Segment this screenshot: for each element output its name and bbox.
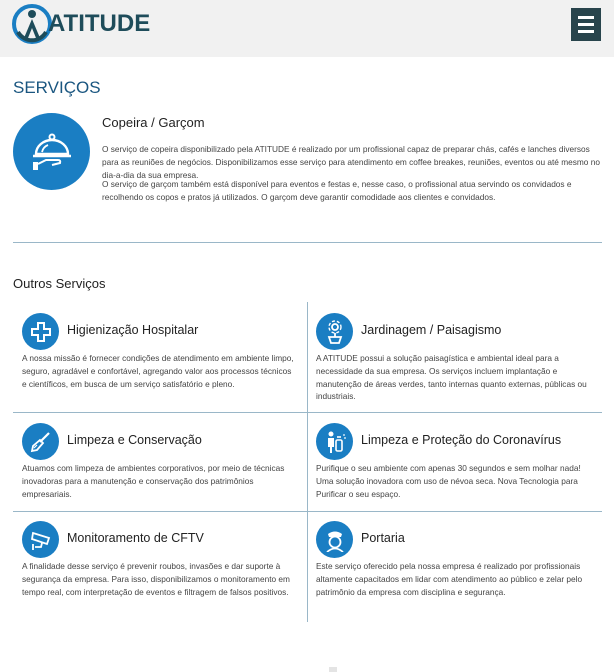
service-title: Monitoramento de CFTV	[67, 531, 204, 545]
site-header	[0, 0, 614, 57]
service-description: A finalidade desse serviço é prevenir roubos, invasões e dar suporte à segurança da empresa. Para isso, disponibilizamos o monitoramento em tempo real, com interpretação de eventos e filtragem de falsos positivos.	[22, 561, 290, 597]
other-services-title: Outros Serviços	[13, 276, 106, 291]
serving-tray-icon	[13, 113, 90, 190]
scroll-hint	[329, 667, 337, 672]
hamburger-menu-button[interactable]	[571, 8, 601, 41]
security-guard-icon	[316, 521, 353, 558]
main-service-paragraph: O serviço de garçom também está disponível para eventos e festas e, nesse caso, o profissional atua servindo os convidados e recolhendo os copos e pratos já utilizados. O garçom deve garantir comodidade aos clientes e convidados.	[102, 179, 572, 202]
cctv-camera-icon	[22, 521, 59, 558]
flower-pot-icon	[316, 313, 353, 350]
service-description: A nossa missão é fornecer condições de atendimento em ambiente limpo, seguro, agradável e confortável, agregando valor aos processos técnicos e científicos, em busca de um serviço satisfatório e pleno.	[22, 353, 294, 389]
main-service-title: Copeira / Garçom	[102, 115, 205, 130]
page-title: SERVIÇOS	[13, 78, 101, 97]
service-description: A ATITUDE possui a solução paisagística e ambiental ideal para a necessidade da sua empresa. Os serviços incluem implantação e manutenção de áreas verdes, tanto internas quanto externas, públicas ou industriais.	[316, 353, 587, 402]
brand-logo[interactable]	[12, 4, 150, 44]
service-title: Portaria	[361, 531, 405, 545]
grid-divider	[13, 511, 602, 512]
grid-divider	[307, 302, 308, 622]
cleaning-brush-icon	[22, 423, 59, 460]
service-title: Jardinagem / Paisagismo	[361, 323, 502, 337]
logo-text: ATITUDE	[48, 10, 151, 37]
grid-divider	[13, 412, 602, 413]
logo-icon	[12, 4, 52, 44]
sanitizer-sprayer-icon	[316, 423, 353, 460]
service-title: Limpeza e Proteção do Coronavírus	[361, 433, 562, 447]
hamburger-icon	[578, 16, 594, 19]
main-service-paragraph: O serviço de copeira disponibilizado pela ATITUDE é realizado por um profissional capaz de preparar chás, cafés e lanches diversos para as reuniões de negócios. Disponibilizamos esse serviço para atendimento em coffee breakes, reuniões, eventos ou até mesmo no dia-a-dia da sua empresa.	[102, 144, 600, 180]
service-description: Este serviço oferecido pela nossa empresa é realizado por profissionais altamente capacitados em lidar com atendimento ao público e zelar pelo patrimônio da empresa com disciplina e segurança.	[316, 561, 583, 597]
service-description: Atuamos com limpeza de ambientes corporativos, por meio de técnicas inovadoras para a manutenção e conservação dos patrimônios empresariais.	[22, 463, 285, 499]
divider	[13, 242, 602, 243]
service-title: Higienização Hospitalar	[67, 323, 199, 337]
medical-cross-icon	[22, 313, 59, 350]
service-title: Limpeza e Conservação	[67, 433, 202, 447]
service-description: Purifique o seu ambiente com apenas 30 segundos e sem molhar nada! Uma solução inovadora com uso de névoa seca. Nova Tecnologia para Purificar o seu espaço.	[316, 463, 581, 499]
